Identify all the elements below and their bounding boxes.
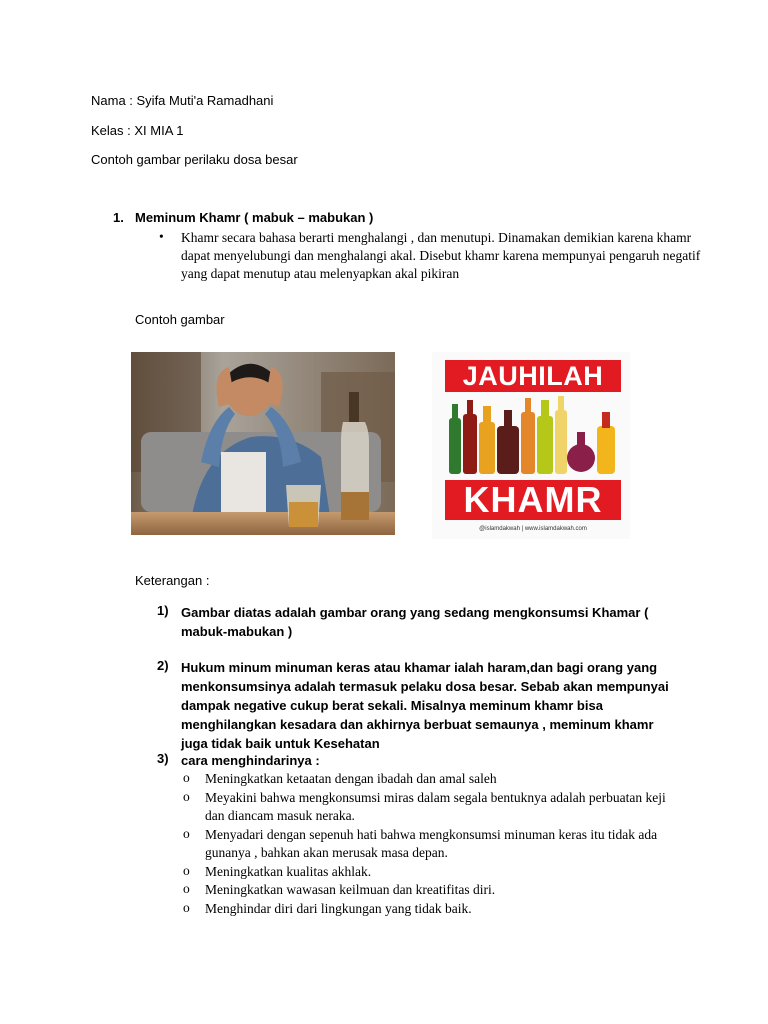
sub-bullet-marker: o [183,826,190,841]
note-number: 1) [157,603,169,618]
note-number: 2) [157,658,169,673]
poster-footer-text: @islamdakwah | www.islamdakwah.com [479,526,587,532]
bottles-illustration [445,396,621,476]
poster-top-text: JAUHILAH [462,361,604,391]
poster-bottom-text: KHAMR [463,479,603,520]
student-name: Nama : Syifa Muti'a Ramadhani [91,93,274,108]
example-label: Contoh gambar [135,312,225,327]
note-text: Gambar diatas adalah gambar orang yang sedang mengkonsumsi Khamar ( mabuk-mabukan ) [181,605,649,639]
sub-item-text: Menyadari dengan sepenuh hati bahwa mengkonsumsi minuman keras itu tidak ada gunanya , bahkan akan merusak masa depan. [205,827,658,860]
section-bullet-text: Khamr secara bahasa berarti menghalangi , dan menutupi. Dinamakan demikian karena khamr dapat menyelubungi dan menghalangi akal. Disebut khamr karena mempunyai pengaruh negatif yang dapat menutup atau melenyapkan akal pikiran [181,230,701,281]
poster-bottom-banner [445,480,621,520]
note-number: 3) [157,751,169,766]
sub-item-text: Meningkatkan ketaatan dengan ibadah dan amal saleh [205,771,497,786]
sub-item-text: Meningkatkan kualitas akhlak. [205,864,372,879]
document-title: Contoh gambar perilaku dosa besar [91,152,298,167]
section-number: 1. [113,210,124,225]
sub-bullet-marker: o [183,863,190,878]
sub-bullet-marker: o [183,770,190,785]
drunk-man-photo [131,352,395,535]
sub-bullet-marker: o [183,881,190,896]
sub-item-text: Meyakini bahwa mengkonsumsi miras dalam segala bentuknya adalah perbuatan keji dan diancam masuk neraka. [205,790,666,823]
bullet-marker: • [159,229,164,244]
student-class: Kelas : XI MIA 1 [91,123,184,138]
sub-item-text: Menghindar diri dari lingkungan yang tidak baik. [205,901,472,916]
khamr-poster [432,352,630,539]
note-text: cara menghindarinya : [181,753,320,768]
sub-bullet-marker: o [183,789,190,804]
sub-bullet-marker: o [183,900,190,915]
note-text: Hukum minum minuman keras atau khamar ialah haram,dan bagi orang yang menkonsumsinya adalah termasuk pelaku dosa besar. Sebab akan mempunyai dampak negative cukup berat sekali. Misalnya meminum khamr bisa menghilangkan kesadara dan akhirnya berbuat semaunya , meminum khamr juga tidak baik untuk Kesehatan [181,660,669,751]
sub-item-text: Meningkatkan wawasan keilmuan dan kreatifitas diri. [205,882,496,897]
section-title: Meminum Khamr ( mabuk – mabukan ) [135,210,374,225]
poster-top-banner [445,360,621,392]
keterangan-label: Keterangan : [135,573,210,588]
